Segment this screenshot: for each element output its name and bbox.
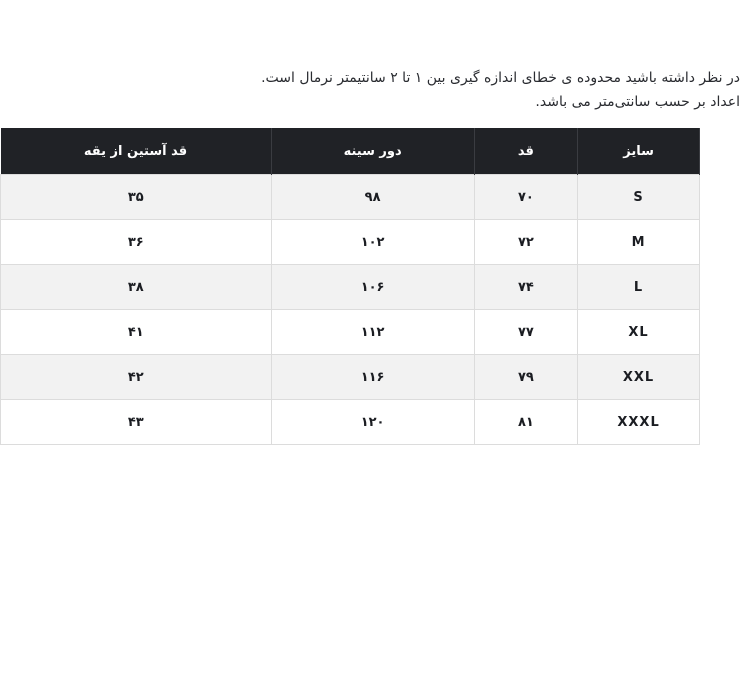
header-size: سایز xyxy=(578,128,700,175)
table-row xyxy=(1,175,700,220)
table-header-row xyxy=(1,128,700,175)
cell-length: ۷۷ xyxy=(474,310,577,355)
note-tolerance: در نظر داشته باشید محدوده ی خطای اندازه گیری بین ۱ تا ۲ سانتیمتر نرمال است. xyxy=(261,70,740,86)
table-row xyxy=(1,355,700,400)
cell-sleeve: ۴۳ xyxy=(1,400,272,445)
cell-size: L xyxy=(578,265,700,310)
cell-chest: ۱۰۲ xyxy=(271,220,474,265)
table-row xyxy=(1,265,700,310)
size-chart-table xyxy=(0,128,700,445)
cell-length: ۷۰ xyxy=(474,175,577,220)
cell-chest: ۱۰۶ xyxy=(271,265,474,310)
cell-length: ۷۹ xyxy=(474,355,577,400)
table-row xyxy=(1,310,700,355)
cell-size: XXXL xyxy=(578,400,700,445)
header-length: قد xyxy=(474,128,577,175)
cell-size: XL xyxy=(578,310,700,355)
measurement-notes xyxy=(40,66,740,114)
cell-sleeve: ۳۵ xyxy=(1,175,272,220)
cell-sleeve: ۳۸ xyxy=(1,265,272,310)
cell-size: S xyxy=(578,175,700,220)
table-row xyxy=(1,220,700,265)
header-sleeve: قد آستین از یقه xyxy=(1,128,272,175)
cell-length: ۷۴ xyxy=(474,265,577,310)
cell-chest: ۹۸ xyxy=(271,175,474,220)
cell-sleeve: ۳۶ xyxy=(1,220,272,265)
cell-sleeve: ۴۲ xyxy=(1,355,272,400)
cell-length: ۸۱ xyxy=(474,400,577,445)
cell-chest: ۱۱۶ xyxy=(271,355,474,400)
cell-chest: ۱۱۲ xyxy=(271,310,474,355)
note-units: اعداد بر حسب سانتی‌متر می باشد. xyxy=(535,94,740,110)
cell-length: ۷۲ xyxy=(474,220,577,265)
cell-chest: ۱۲۰ xyxy=(271,400,474,445)
header-chest: دور سینه xyxy=(271,128,474,175)
cell-size: M xyxy=(578,220,700,265)
cell-sleeve: ۴۱ xyxy=(1,310,272,355)
table-row xyxy=(1,400,700,445)
cell-size: XXL xyxy=(578,355,700,400)
